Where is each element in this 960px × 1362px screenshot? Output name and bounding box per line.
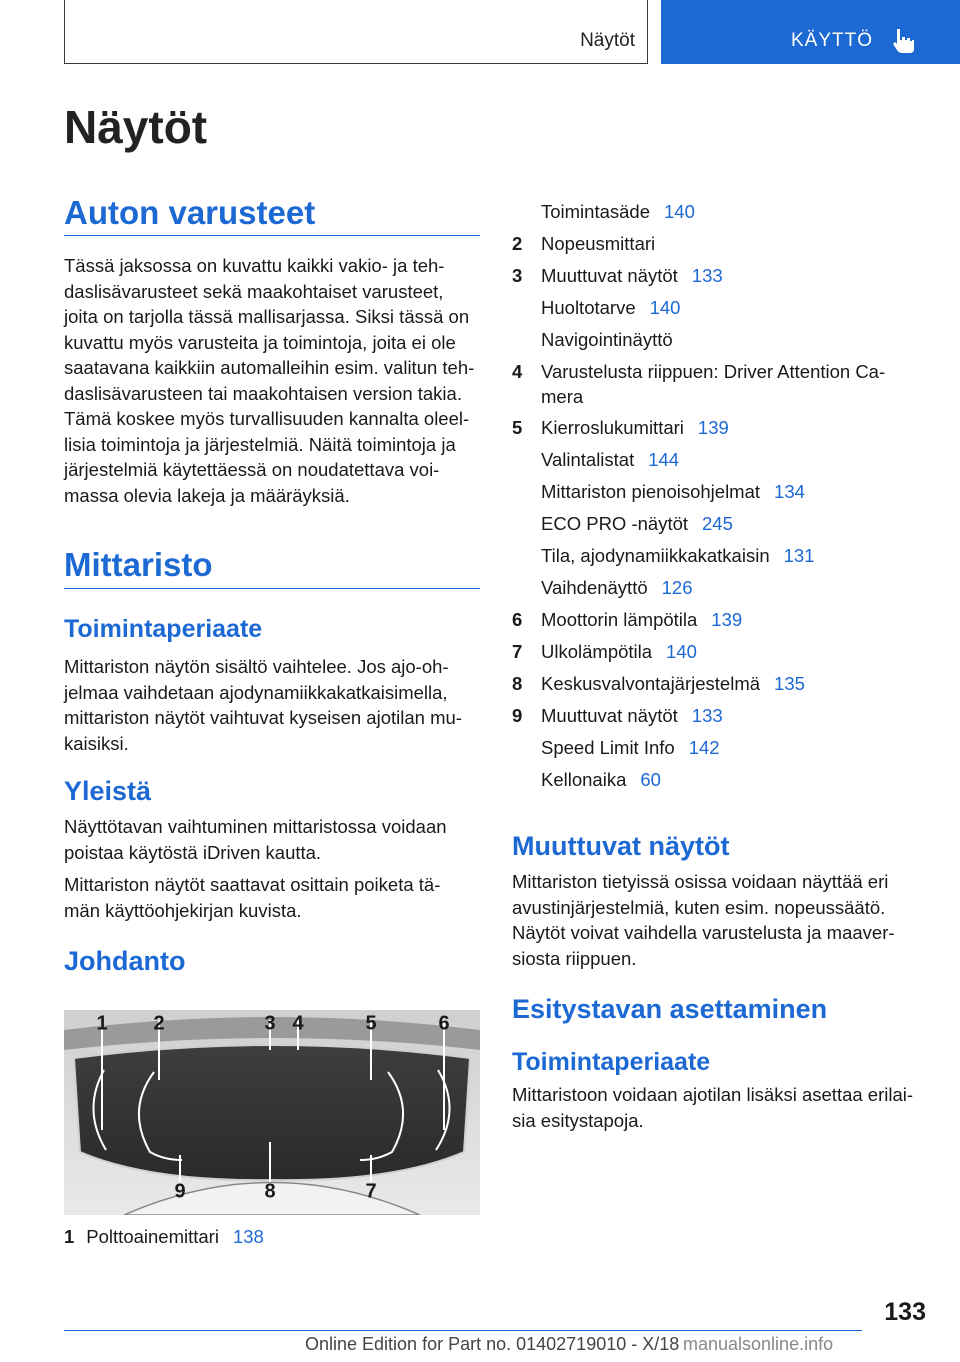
instrument-cluster-figure — [64, 1010, 480, 1215]
page-reference-link[interactable]: 140 — [649, 297, 681, 318]
list-item: Huoltotarve 140 — [541, 297, 681, 318]
list-item: 4 Varustelusta riippuen: Driver Attention Ca- mera — [512, 361, 886, 407]
callout-5: 5 — [365, 1012, 377, 1035]
general-paragraph-1: Näyttötavan vaihtuminen mittaristossa voidaan poistaa käytöstä iDriven kautta. — [64, 816, 447, 863]
list-item: ECO PRO -näytöt 245 — [541, 513, 733, 534]
list-item: Valintalistat 144 — [541, 449, 680, 470]
list-item: Toimintasäde 140 — [541, 201, 695, 222]
list-item: 2 Nopeusmittari — [512, 233, 656, 254]
setting-paragraph: Mittaristoon voidaan ajotilan lisäksi asettaa erilai- sia esitystapoja. — [512, 1084, 914, 1131]
page-reference-link[interactable]: 139 — [697, 417, 729, 438]
callout-8: 8 — [264, 1180, 276, 1203]
page-reference-link[interactable]: 142 — [688, 737, 720, 758]
list-item: 5 Kierroslukumittari 139 — [512, 417, 729, 438]
variable-paragraph: Mittariston tietyissä osissa voidaan näyttää eri avustinjärjestelmiä, kuten esim. nopeussäätö. Näytöt voivat vaihdella varustelusta ja maaver- siosta riippuen. — [512, 871, 895, 969]
page-reference-link[interactable]: 139 — [711, 609, 743, 630]
list-item: Mittariston pienoisohjelmat 134 — [541, 481, 805, 502]
callout-2: 2 — [153, 1012, 165, 1035]
heading-variable-displays: Muuttuvat näytöt — [512, 831, 730, 861]
heading-setting-principle: Toimintaperiaate — [512, 1048, 711, 1076]
callout-7: 7 — [365, 1180, 377, 1203]
principle-paragraph: Mittariston näytön sisältö vaihtelee. Jos ajo-oh- jelmaa vaihdetaan ajodynamiikkakatkaisimella, mittariston näytöt vaihtuvat kyseisen ajotilan mu- kaisiksi. — [64, 656, 462, 754]
list-item: 3 Muuttuvat näytöt 133 — [512, 265, 723, 286]
page-reference-link[interactable]: 138 — [232, 1226, 264, 1247]
heading-intro: Johdanto — [64, 946, 186, 976]
page-reference-link[interactable]: 126 — [661, 577, 693, 598]
heading-general: Yleistä — [64, 776, 152, 806]
list-item: Vaihdenäyttö 126 — [541, 577, 693, 598]
page-reference-link[interactable]: 245 — [702, 513, 733, 534]
callout-6: 6 — [438, 1012, 450, 1035]
callout-4: 4 — [292, 1012, 304, 1035]
list-item: Navigointinäyttö — [541, 329, 673, 350]
page-reference-link[interactable]: 144 — [648, 449, 680, 470]
page-reference-link[interactable]: 135 — [774, 673, 805, 694]
equipment-paragraph: Tässä jaksossa on kuvattu kaikki vakio- ja teh- daslisävarusteet sekä maakohtaiset varusteet, joita on tarjolla tässä mallisarjassa. Siksi tässä on kuvattu myös varusteita ja toimintoja, joita ei ole saatavana kaikkiin automalleihin esim. valitun teh- daslisävarusteen tai maakohtaisen version takia. Tämä koskee myös turvallisuuden kannalta oleel- lisia toimintoja ja järjestelmiä. Näitä toimintoja ja järjestelmiä käytettäessä on noudatettava voi- massa olevia lakeja ja määräyksiä. — [64, 255, 475, 506]
list-item: 6 Moottorin lämpötila 139 — [512, 609, 743, 630]
heading-display-setting: Esitystavan asettaminen — [512, 994, 828, 1024]
list-item: Speed Limit Info 142 — [541, 737, 720, 758]
heading-principle: Toimintaperiaate — [64, 615, 263, 643]
header-chapter-title: KÄYTTÖ — [791, 30, 874, 51]
general-paragraph-2: Mittariston näytöt saattavat osittain poiketa tä- män käyttöohjekirjan kuvista. — [64, 874, 441, 921]
heading-rule — [64, 588, 480, 589]
list-item: 7 Ulkolämpötila 140 — [512, 641, 697, 662]
list-item: Tila, ajodynamiikkakatkaisin 131 — [541, 545, 815, 566]
callout-legend-list — [512, 196, 932, 796]
page-number: 133 — [884, 1298, 926, 1326]
heading-cluster: Mittaristo — [64, 546, 213, 583]
list-item: 8 Keskusvalvontajärjestelmä 135 — [512, 673, 805, 694]
callout-1: 1 — [96, 1012, 108, 1035]
header-section-box — [64, 0, 648, 64]
footer-rule — [64, 1330, 862, 1331]
watermark: manualsonline.info — [683, 1334, 834, 1354]
page-reference-link[interactable]: 140 — [664, 201, 695, 222]
edition-footer: Online Edition for Part no. 01402719010 - X/18 — [305, 1334, 680, 1354]
heading-rule — [64, 235, 480, 236]
heading-equipment: Auton varusteet — [64, 194, 316, 231]
page-title: Näytöt — [64, 101, 208, 153]
page-reference-link[interactable]: 133 — [691, 265, 723, 286]
list-item: 1 Polttoainemittari 138 — [64, 1226, 264, 1247]
callout-3: 3 — [264, 1012, 276, 1035]
page-reference-link[interactable]: 133 — [691, 705, 723, 726]
list-item: Kellonaika 60 — [541, 769, 661, 790]
pointing-hand-icon — [891, 27, 917, 55]
callout-9: 9 — [174, 1180, 186, 1203]
list-item: 9 Muuttuvat näytöt 133 — [512, 705, 723, 726]
header-section-title: Näytöt — [580, 30, 635, 51]
page-reference-link[interactable]: 140 — [666, 641, 697, 662]
page-reference-link[interactable]: 134 — [774, 481, 805, 502]
page-reference-link[interactable]: 131 — [783, 545, 815, 566]
page-reference-link[interactable]: 60 — [640, 769, 661, 790]
